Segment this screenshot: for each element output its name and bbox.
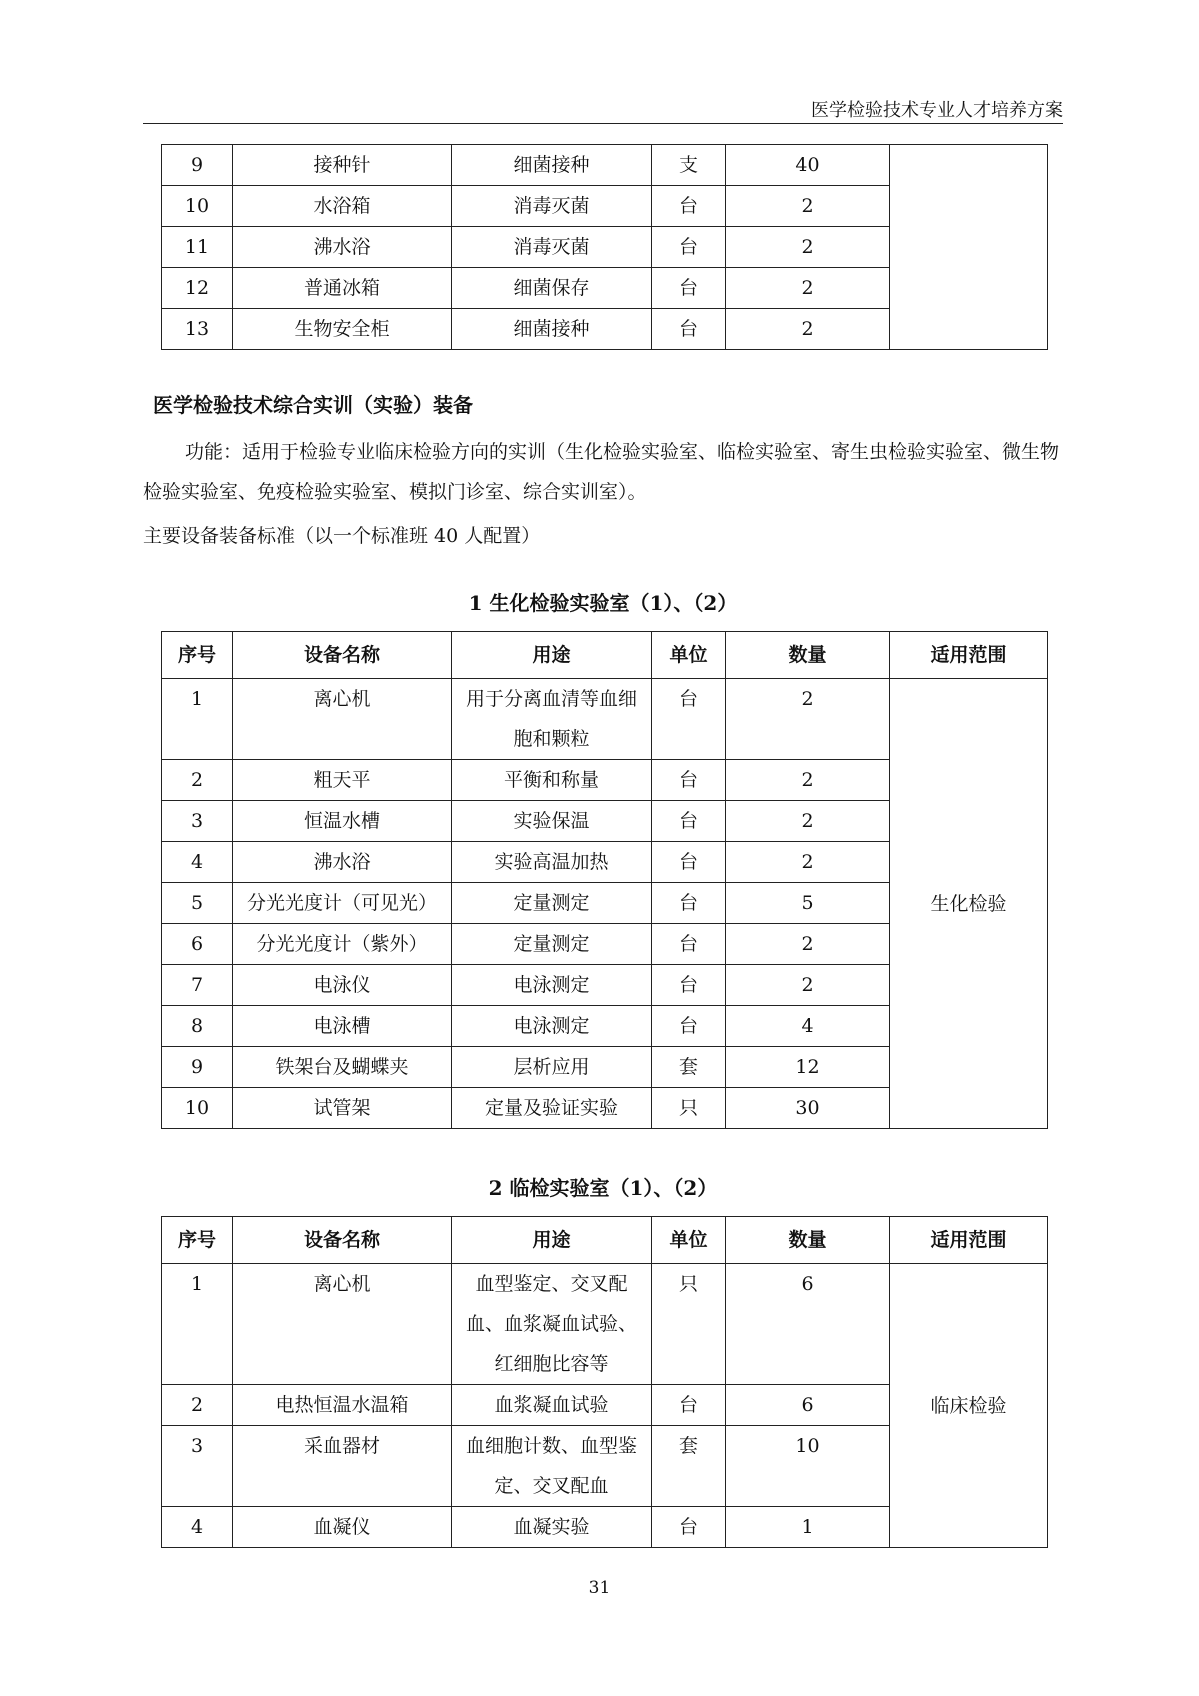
cell-use: 消毒灭菌 [452,227,652,268]
cell-name: 采血器材 [233,1426,452,1507]
cell-unit: 台 [652,227,726,268]
cell-no: 9 [162,145,233,186]
cell-use: 定量及验证实验 [452,1088,652,1129]
cell-unit: 台 [652,924,726,965]
cell-no: 12 [162,268,233,309]
table-header-row [162,632,1048,679]
cell-no: 10 [162,186,233,227]
running-header: 医学检验技术专业人才培养方案 [811,100,1063,121]
header-unit: 单位 [652,632,726,679]
cell-unit: 套 [652,1047,726,1088]
header-no: 序号 [162,1217,233,1264]
page-number: 31 [588,1578,611,1598]
cell-no: 9 [162,1047,233,1088]
header-qty: 数量 [726,1217,890,1264]
cell-no: 4 [162,1507,233,1548]
cell-unit: 台 [652,1507,726,1548]
cell-scope: 生化检验 [890,679,1048,1129]
cell-qty: 5 [726,883,890,924]
table-caption-biochem: 1 生化检验实验室（1）、（2） [468,591,738,615]
cell-name: 接种针 [233,145,452,186]
cell-name: 生物安全柜 [233,309,452,350]
cell-unit: 台 [652,309,726,350]
cell-use: 实验保温 [452,801,652,842]
cell-unit: 台 [652,186,726,227]
cell-name: 沸水浴 [233,842,452,883]
cell-use: 细菌保存 [452,268,652,309]
cell-use: 细菌接种 [452,309,652,350]
cell-unit: 台 [652,268,726,309]
cell-qty: 1 [726,1507,890,1548]
header-qty: 数量 [726,632,890,679]
cell-no: 1 [162,1264,233,1385]
cell-name: 水浴箱 [233,186,452,227]
cell-qty: 2 [726,842,890,883]
cell-qty: 2 [726,801,890,842]
cell-qty: 6 [726,1385,890,1426]
cell-qty: 2 [726,186,890,227]
cell-no: 8 [162,1006,233,1047]
cell-use: 血浆凝血试验 [452,1385,652,1426]
standard-paragraph: 主要设备装备标准（以一个标准班 40 人配置） [143,525,541,547]
cell-use: 平衡和称量 [452,760,652,801]
cell-no: 2 [162,1385,233,1426]
cell-qty: 2 [726,965,890,1006]
cell-no: 10 [162,1088,233,1129]
cell-no: 3 [162,801,233,842]
cell-no: 4 [162,842,233,883]
cell-unit: 套 [652,1426,726,1507]
cell-scope [890,145,1048,350]
cell-qty: 2 [726,309,890,350]
cell-unit: 支 [652,145,726,186]
cell-name: 离心机 [233,679,452,760]
cell-name: 电泳槽 [233,1006,452,1047]
cell-unit: 台 [652,801,726,842]
cell-no: 5 [162,883,233,924]
header-scope: 适用范围 [890,632,1048,679]
cell-use: 细菌接种 [452,145,652,186]
cell-no: 3 [162,1426,233,1507]
header-rule [143,123,1063,124]
cell-unit: 台 [652,883,726,924]
cell-use: 用于分离血清等血细胞和颗粒 [452,679,652,760]
cell-qty: 40 [726,145,890,186]
cell-use: 消毒灭菌 [452,186,652,227]
table-header-row [162,1217,1048,1264]
cell-qty: 2 [726,679,890,760]
cell-name: 粗天平 [233,760,452,801]
table-caption-clinical: 2 临检实验室（1）、（2） [488,1176,718,1200]
cell-name: 普通冰箱 [233,268,452,309]
cell-name: 分光光度计（紫外） [233,924,452,965]
table-row [162,1264,1048,1385]
header-name: 设备名称 [233,1217,452,1264]
cell-qty: 10 [726,1426,890,1507]
cell-qty: 30 [726,1088,890,1129]
table-row [162,679,1048,760]
cell-unit: 只 [652,1088,726,1129]
header-use: 用途 [452,1217,652,1264]
cell-qty: 2 [726,268,890,309]
cell-name: 电泳仪 [233,965,452,1006]
equipment-table-continued [161,144,1048,350]
cell-scope: 临床检验 [890,1264,1048,1548]
cell-qty: 4 [726,1006,890,1047]
cell-use: 血型鉴定、交叉配血、血浆凝血试验、红细胞比容等 [452,1264,652,1385]
cell-no: 1 [162,679,233,760]
cell-name: 离心机 [233,1264,452,1385]
cell-unit: 台 [652,679,726,760]
cell-qty: 2 [726,760,890,801]
cell-qty: 6 [726,1264,890,1385]
cell-qty: 2 [726,227,890,268]
cell-no: 7 [162,965,233,1006]
header-use: 用途 [452,632,652,679]
header-unit: 单位 [652,1217,726,1264]
cell-use: 层析应用 [452,1047,652,1088]
cell-use: 电泳测定 [452,1006,652,1047]
cell-use: 血细胞计数、血型鉴定、交叉配血 [452,1426,652,1507]
header-name: 设备名称 [233,632,452,679]
cell-no: 11 [162,227,233,268]
header-no: 序号 [162,632,233,679]
cell-use: 电泳测定 [452,965,652,1006]
cell-name: 恒温水槽 [233,801,452,842]
cell-name: 电热恒温水温箱 [233,1385,452,1426]
cell-no: 6 [162,924,233,965]
cell-no: 13 [162,309,233,350]
cell-qty: 12 [726,1047,890,1088]
cell-no: 2 [162,760,233,801]
cell-unit: 台 [652,965,726,1006]
cell-unit: 台 [652,760,726,801]
table-row [162,145,1048,186]
cell-use: 实验高温加热 [452,842,652,883]
cell-unit: 台 [652,1385,726,1426]
cell-name: 沸水浴 [233,227,452,268]
cell-unit: 台 [652,1006,726,1047]
cell-use: 定量测定 [452,924,652,965]
cell-name: 分光光度计（可见光） [233,883,452,924]
cell-name: 试管架 [233,1088,452,1129]
clinical-lab-table [161,1216,1048,1548]
cell-name: 血凝仪 [233,1507,452,1548]
header-scope: 适用范围 [890,1217,1048,1264]
cell-use: 定量测定 [452,883,652,924]
cell-use: 血凝实验 [452,1507,652,1548]
biochem-lab-table [161,631,1048,1129]
cell-unit: 只 [652,1264,726,1385]
cell-qty: 2 [726,924,890,965]
function-paragraph: 功能：适用于检验专业临床检验方向的实训（生化检验实验室、临检实验室、寄生虫检验实验室、微生物检验实验室、免疫检验实验室、模拟门诊室、综合实训室）。 [143,441,1060,503]
cell-name: 铁架台及蝴蝶夹 [233,1047,452,1088]
section-title: 医学检验技术综合实训（实验）装备 [153,393,473,417]
cell-unit: 台 [652,842,726,883]
